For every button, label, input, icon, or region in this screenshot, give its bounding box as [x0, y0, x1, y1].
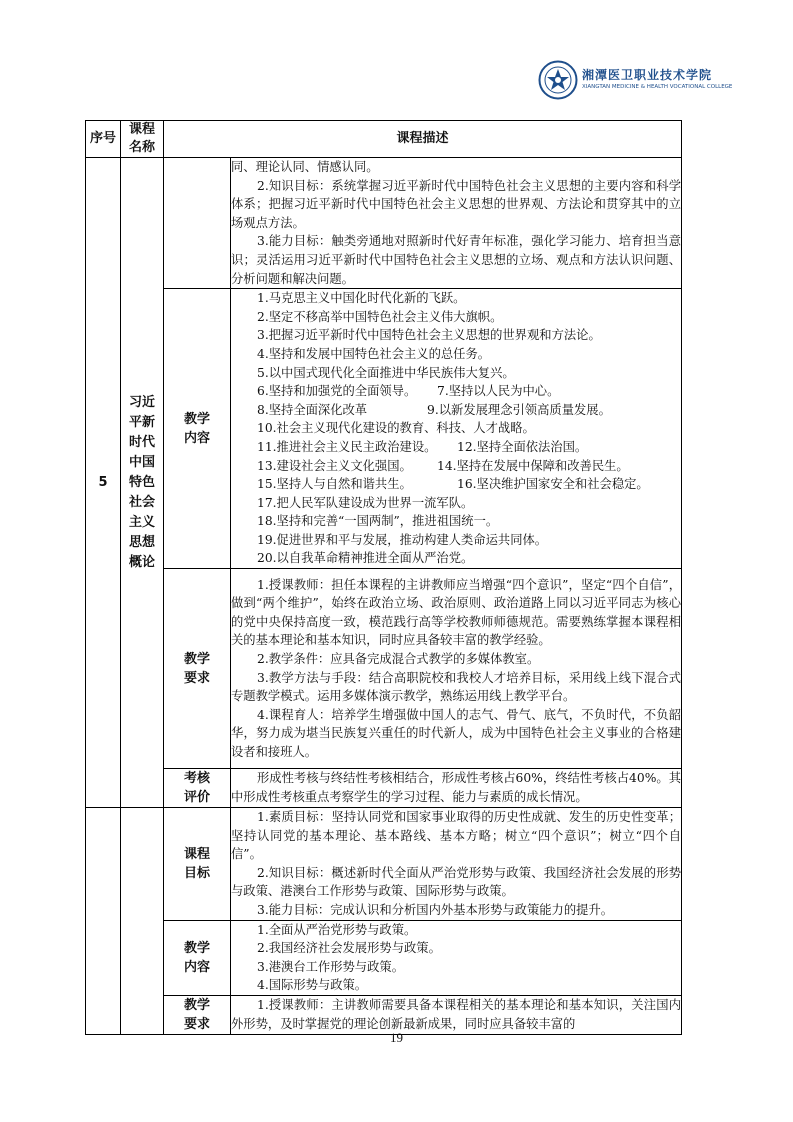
course-evaluation: 形成性考核与终结性考核相结合，形成性考核占60%，终结性考核占40%。其中形成性考核重点考察学生的学习过程、能力与素质的成长情况。: [231, 769, 682, 808]
header-description: 课程描述: [164, 121, 682, 158]
list-item: 1.全面从严治党形势与政策。: [257, 922, 417, 937]
list-item: 13.建设社会主义文化强国。 14.坚持在发展中保障和改善民生。: [257, 458, 629, 473]
table-row: [86, 158, 682, 289]
list-item: 10.社会主义现代化建设的教育、科技、人才战略。: [257, 421, 535, 436]
table-row: [86, 289, 682, 569]
list-item: 20.以自我革命精神推进全面从严治党。: [257, 551, 474, 566]
table-row: [86, 769, 682, 808]
list-item: 17.把人民军队建设成为世界一流军队。: [257, 495, 474, 510]
course-goals: 1.素质目标：坚持认同党和国家事业取得的历史性成就、发生的历史性变革；坚持认同党的基本理论、基本路线、基本方略；树立“四个意识”；树立“四个自信”。 2.知识目标：概述新时代全面从严治党形势与政策、我国经济社会发展的形势与政策、港澳台工作形势与政策、国际形势与政策。 3.能力目标：完成认识和分析国内外基本形势与政策能力的提升。: [231, 808, 682, 921]
college-name-en: XIANGTAN MEDICINE & HEALTH VOCATIONAL COLLEGE: [582, 84, 733, 90]
list-item: 2.坚定不移高举中国特色社会主义伟大旗帜。: [257, 309, 503, 324]
header-seq: 序号: [86, 121, 121, 158]
course-seq: 5: [86, 158, 121, 808]
list-item: 3.港澳台工作形势与政策。: [257, 959, 404, 974]
table-row: [86, 996, 682, 1035]
college-emblem-icon: [538, 60, 578, 100]
header-course-name: 课程名称: [121, 121, 164, 158]
table-row: [86, 920, 682, 995]
list-item: 1.马克思主义中国化时代化新的飞跃。: [257, 291, 466, 306]
list-item: 3.把握习近平新时代中国特色社会主义思想的世界观和方法论。: [257, 328, 601, 343]
list-item: 4.国际形势与政策。: [257, 978, 368, 993]
course-content-list: [231, 920, 682, 995]
list-item: 8.坚持全面深化改革 9.以新发展理念引领高质量发展。: [257, 402, 611, 417]
college-logo: [538, 60, 733, 104]
college-name-cn: 湘潭医卫职业技术学院: [582, 68, 713, 82]
category-label: 课程目标: [164, 808, 231, 921]
category-label: 教学要求: [164, 996, 231, 1035]
list-item: 2.我国经济社会发展形势与政策。: [257, 941, 441, 956]
category-cell-empty: [164, 158, 231, 289]
category-label: 教学内容: [164, 920, 231, 995]
list-item: 4.坚持和发展中国特色社会主义的总任务。: [257, 346, 491, 361]
course-requirements: 1.授课教师：担任本课程的主讲教师应当增强“四个意识”，坚定“四个自信”，做到“两个维护”，始终在政治立场、政治原则、政治道路上同以习近平同志为核心的党中央保持高度一致，模范践行高等学校教师师德规范。需要熟练掌握本课程相关的基本理论和基本知识，同时应具备较丰富的教学经验。 2.教学条件：应具备完成混合式教学的多媒体教室。 3.教学方法与手段：结合高职院校和我校人才培养目标，采用线上线下混合式专题教学模式。运用多媒体演示教学，熟练运用线上教学平台。 4.课程育人：培养学生增强做中国人的志气、骨气、底气，不负时代，不负韶华，努力成为堪当民族复兴重任的时代新人，成为中国特色社会主义事业的合格建设者和接班人。: [231, 569, 682, 769]
list-item: 5.以中国式现代化全面推进中华民族伟大复兴。: [257, 365, 515, 380]
category-label: 教学要求: [164, 569, 231, 769]
list-item: 15.坚持人与自然和谐共生。 16.坚决维护国家安全和社会稳定。: [257, 477, 649, 492]
course-content-list: [231, 289, 682, 569]
list-item: 18.坚持和完善“一国两制”，推进祖国统一。: [257, 514, 499, 529]
course-requirements: 1.授课教师：主讲教师需要具备本课程相关的基本理论和基本知识，关注国内外形势，及时掌握党的理论创新最新成果，同时应具备较丰富的: [231, 996, 682, 1035]
course-seq-empty: [86, 808, 121, 1035]
course-goals-text: 同、理论认同、情感认同。 2.知识目标：系统掌握习近平新时代中国特色社会主义思想的主要内容和科学体系；把握习近平新时代中国特色社会主义思想的世界观、方法论和贯穿其中的立场观点方法。 3.能力目标：触类旁通地对照新时代好青年标准，强化学习能力、培育担当意识；灵活运用习近平新时代中国特色社会主义思想的立场、观点和方法认识问题、分析问题和解决问题。: [231, 158, 682, 289]
page-number: 19: [390, 1030, 403, 1045]
category-label: 考核评价: [164, 769, 231, 808]
table-header-row: [86, 121, 682, 158]
course-name: 习近平新时代中国特色社会主义思想概论: [121, 158, 164, 808]
list-item: 6.坚持和加强党的全面领导。 7.坚持以人民为中心。: [257, 384, 560, 399]
list-item: 19.促进世界和平与发展，推动构建人类命运共同体。: [257, 532, 548, 547]
curriculum-table: [85, 120, 682, 1035]
category-label: 教学内容: [164, 289, 231, 569]
table-row: [86, 569, 682, 769]
table-row: [86, 808, 682, 921]
course-name-empty: [121, 808, 164, 1035]
list-item: 11.推进社会主义民主政治建设。 12.坚持全面依法治国。: [257, 439, 588, 454]
